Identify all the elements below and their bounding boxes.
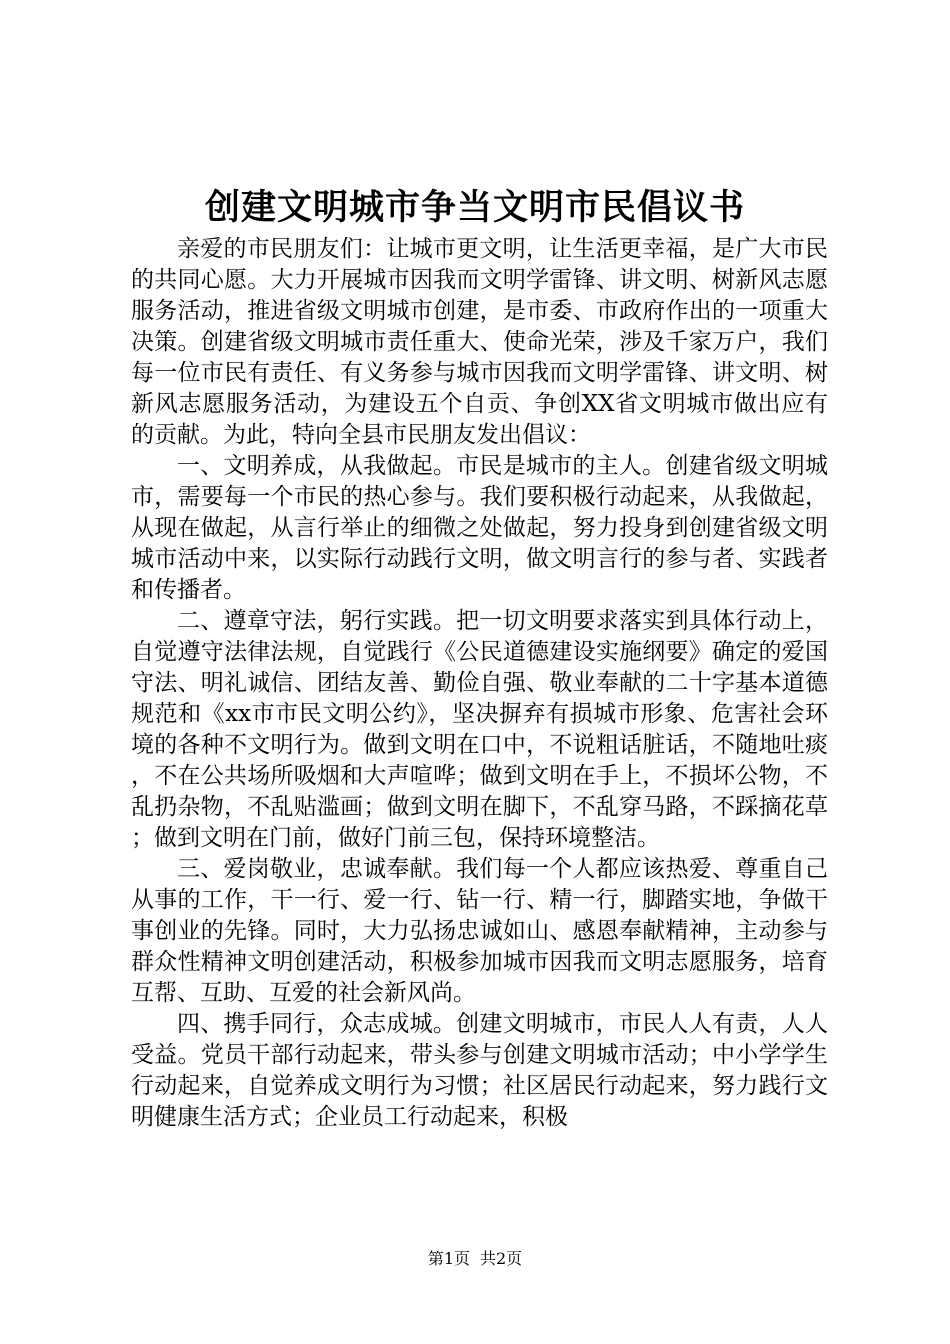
paragraph-intro: 亲爱的市民朋友们：让城市更文明，让生活更幸福，是广大市民的共同心愿。大力开展城市因我而文明学雷锋、讲文明、树新风志愿服务活动，推进省级文明城市创建，是市委、市政府作出的一项重大决策。创建省级文明城市责任重大、使命光荣，涉及千家万户，我们每一位市民有责任、有义务参与城市因我而文明学雷锋、讲文明、树新风志愿服务活动，为建设五个自贡、争创XX省文明城市做出应有的贡献。为此，特向全县市民朋友发出倡议： <box>131 236 828 448</box>
paragraph-item-2: 二、遵章守法，躬行实践。把一切文明要求落实到具体行动上，自觉遵守法律法规，自觉践行《公民道德建设实施纲要》确定的爱国守法、明礼诚信、团结友善、勤俭自强、敬业奉献的二十字基本道德规范和《xx市市民文明公约》，坚决摒弃有损城市形象、危害社会环境的各种不文明行为。做到文明在口中，不说粗话脏话，不随地吐痰，不在公共场所吸烟和大声喧哗；做到文明在手上，不损坏公物，不乱扔杂物，不乱贴滥画；做到文明在脚下，不乱穿马路，不踩摘花草；做到文明在门前，做好门前三包，保持环境整洁。 <box>131 608 828 851</box>
document-title: 创建文明城市争当文明市民倡议书 <box>204 187 745 228</box>
paragraph-item-3: 三、爱岗敬业，忠诚奉献。我们每一个人都应该热爱、尊重自己从事的工作，干一行、爱一行、钻一行、精一行，脚踏实地，争做干事创业的先锋。同时，大力弘扬忠诚如山、感恩奉献精神，主动参与群众性精神文明创建活动，积极参加城市因我而文明志愿服务，培育互帮、互助、互爱的社会新风尚。 <box>131 856 828 1006</box>
page-footer <box>0 1246 950 1269</box>
page-number: 第1页 <box>427 1249 470 1268</box>
paragraph-item-1: 一、文明养成，从我做起。市民是城市的主人。创建省级文明城市，需要每一个市民的热心参与。我们要积极行动起来，从我做起，从现在做起，从言行举止的细微之处做起，努力投身到创建省级文明城市活动中来，以实际行动践行文明，做文明言行的参与者、实践者和传播者。 <box>131 453 828 603</box>
page-total: 共2页 <box>480 1249 523 1268</box>
paragraph-item-4: 四、携手同行，众志成城。创建文明城市，市民人人有责，人人受益。党员干部行动起来，带头参与创建文明城市活动；中小学学生行动起来，自觉养成文明行为习惯；社区居民行动起来，努力践行文明健康生活方式；企业员工行动起来，积极 <box>131 1011 828 1130</box>
document-body <box>131 234 828 1133</box>
